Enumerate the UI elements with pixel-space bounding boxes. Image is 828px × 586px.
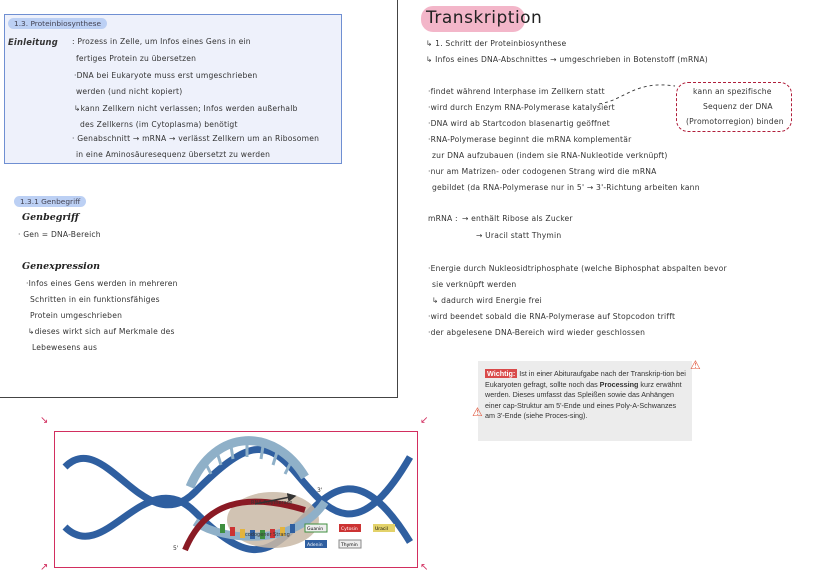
page-title: Transkription [426, 8, 543, 28]
connector-dashed-line [595, 70, 685, 110]
mrna-line: → enthält Ribose als Zucker [462, 214, 573, 223]
intro-line: ↳kann Zellkern nicht verlassen; Infos werden außerhalb [74, 104, 298, 113]
process-line: ·DNA wird ab Startcodon blasenartig geöffnet [428, 119, 610, 128]
energy-line: ·wird beendet sobald die RNA-Polymerase auf Stopcodon trifft [428, 312, 676, 321]
note-bold: Processing [599, 379, 639, 389]
important-tag: Wichtig: [487, 369, 516, 378]
five-prime-label: 5' [173, 545, 179, 552]
energy-line: ·Energie durch Nukleosidtriphosphate (welche Biphosphat abspalten bevor [428, 264, 727, 273]
note-text: kurz erwähnt werden. Dieses umfasst das Spleißen sowie das Anhängen einer cap-Struktur am 5'-Ende und eines Poly-A-Schwanzes am 3'-Ende (siehe Proces-sing). [485, 379, 682, 421]
legend-adenin: Adenin [307, 543, 323, 548]
intro-line: fertiges Protein zu übersetzen [76, 54, 197, 63]
intro-line: in eine Aminosäuresequenz übersetzt zu werden [76, 150, 271, 159]
intro-line: des Zellkerns (im Cytoplasma) benötigt [80, 120, 238, 129]
mrna-label: mRNA : [428, 214, 458, 223]
process-line: ·wird durch Enzym RNA-Polymerase katalysiert [428, 103, 615, 112]
strand-label: codogener Strang [245, 532, 290, 538]
intro-line: ·DNA bei Eukaryote muss erst umgeschrieben [74, 71, 258, 80]
note-text: Ist in einer Abituraufgabe nach der Transkrip-tion bei Eukaryoten gefragt, sollte noch das [485, 369, 686, 389]
promoter-line: Sequenz der DNA [703, 102, 773, 111]
intro-line: werden (und nicht kopiert) [76, 87, 183, 96]
gene-definition: · Gen = DNA-Bereich [18, 230, 101, 239]
section-label-genbegriff: 1.3.1 Genbegriff [14, 196, 86, 207]
promoter-line: kann an spezifische [693, 87, 772, 96]
process-line: zur DNA aufzubauen (indem sie RNA-Nukleotide verknüpft) [432, 151, 668, 160]
corner-arrow-icon: ↖ [420, 562, 429, 573]
gene-line: Schritten in ein funktionsfähiges [30, 295, 160, 304]
energy-line: ·der abgelesene DNA-Bereich wird wieder geschlossen [428, 328, 646, 337]
gene-line: ·Infos eines Gens werden in mehreren [26, 279, 178, 288]
corner-arrow-icon: ↗ [40, 562, 49, 573]
important-note [478, 361, 692, 441]
heading-genbegriff: Genbegriff [22, 212, 79, 223]
process-line: ·nur am Matrizen- oder codogenen Strang wird die mRNA [428, 167, 657, 176]
legend-thymin: Thymin [341, 543, 358, 548]
gene-line: ↳dieses wirkt sich auf Merkmale des [28, 327, 175, 336]
transcription-diagram [54, 431, 418, 568]
section-label-proteinbiosynthese: 1.3. Proteinbiosynthese [8, 18, 107, 29]
process-line: ·findet während Interphase im Zellkern statt [428, 87, 605, 96]
intro-line: : Prozess in Zelle, um Infos eines Gens in ein [72, 37, 251, 46]
warning-icon: ⚠ [690, 358, 701, 372]
legend-guanin: Guanin [307, 527, 324, 532]
legend-uracil: Uracil [375, 527, 388, 532]
mrna-line: → Uracil statt Thymin [476, 231, 562, 240]
polymerase-label: RNA-Polymerase [251, 500, 293, 506]
promoter-line: (Promotorregion) binden [686, 117, 784, 126]
corner-arrow-icon: ↘ [40, 415, 49, 426]
process-line: ·RNA-Polymerase beginnt die mRNA komplementär [428, 135, 632, 144]
process-line: gebildet (da RNA-Polymerase nur in 5' → 3'-Richtung arbeiten kann [432, 183, 700, 192]
page-border [0, 397, 398, 398]
heading-genexpression: Genexpression [22, 261, 101, 272]
legend-cytosin: Cytosin [341, 527, 358, 532]
energy-line: sie verknüpft werden [432, 280, 517, 289]
gene-line: Protein umgeschrieben [30, 311, 123, 320]
page-border [397, 0, 398, 398]
intro-line: ↳ Infos eines DNA-Abschnittes → umgeschrieben in Botenstoff (mRNA) [426, 55, 708, 64]
intro-line: · Genabschnitt → mRNA → verlässt Zellkern um an Ribosomen [72, 134, 320, 143]
intro-label: Einleitung [8, 37, 58, 47]
corner-arrow-icon: ↙ [420, 415, 429, 426]
intro-line: ↳ 1. Schritt der Proteinbiosynthese [426, 39, 567, 48]
three-prime-label: 3' [317, 487, 323, 494]
energy-line: ↳ dadurch wird Energie frei [432, 296, 542, 305]
warning-icon: ⚠ [472, 405, 483, 419]
gene-line: Lebewesens aus [32, 343, 98, 352]
